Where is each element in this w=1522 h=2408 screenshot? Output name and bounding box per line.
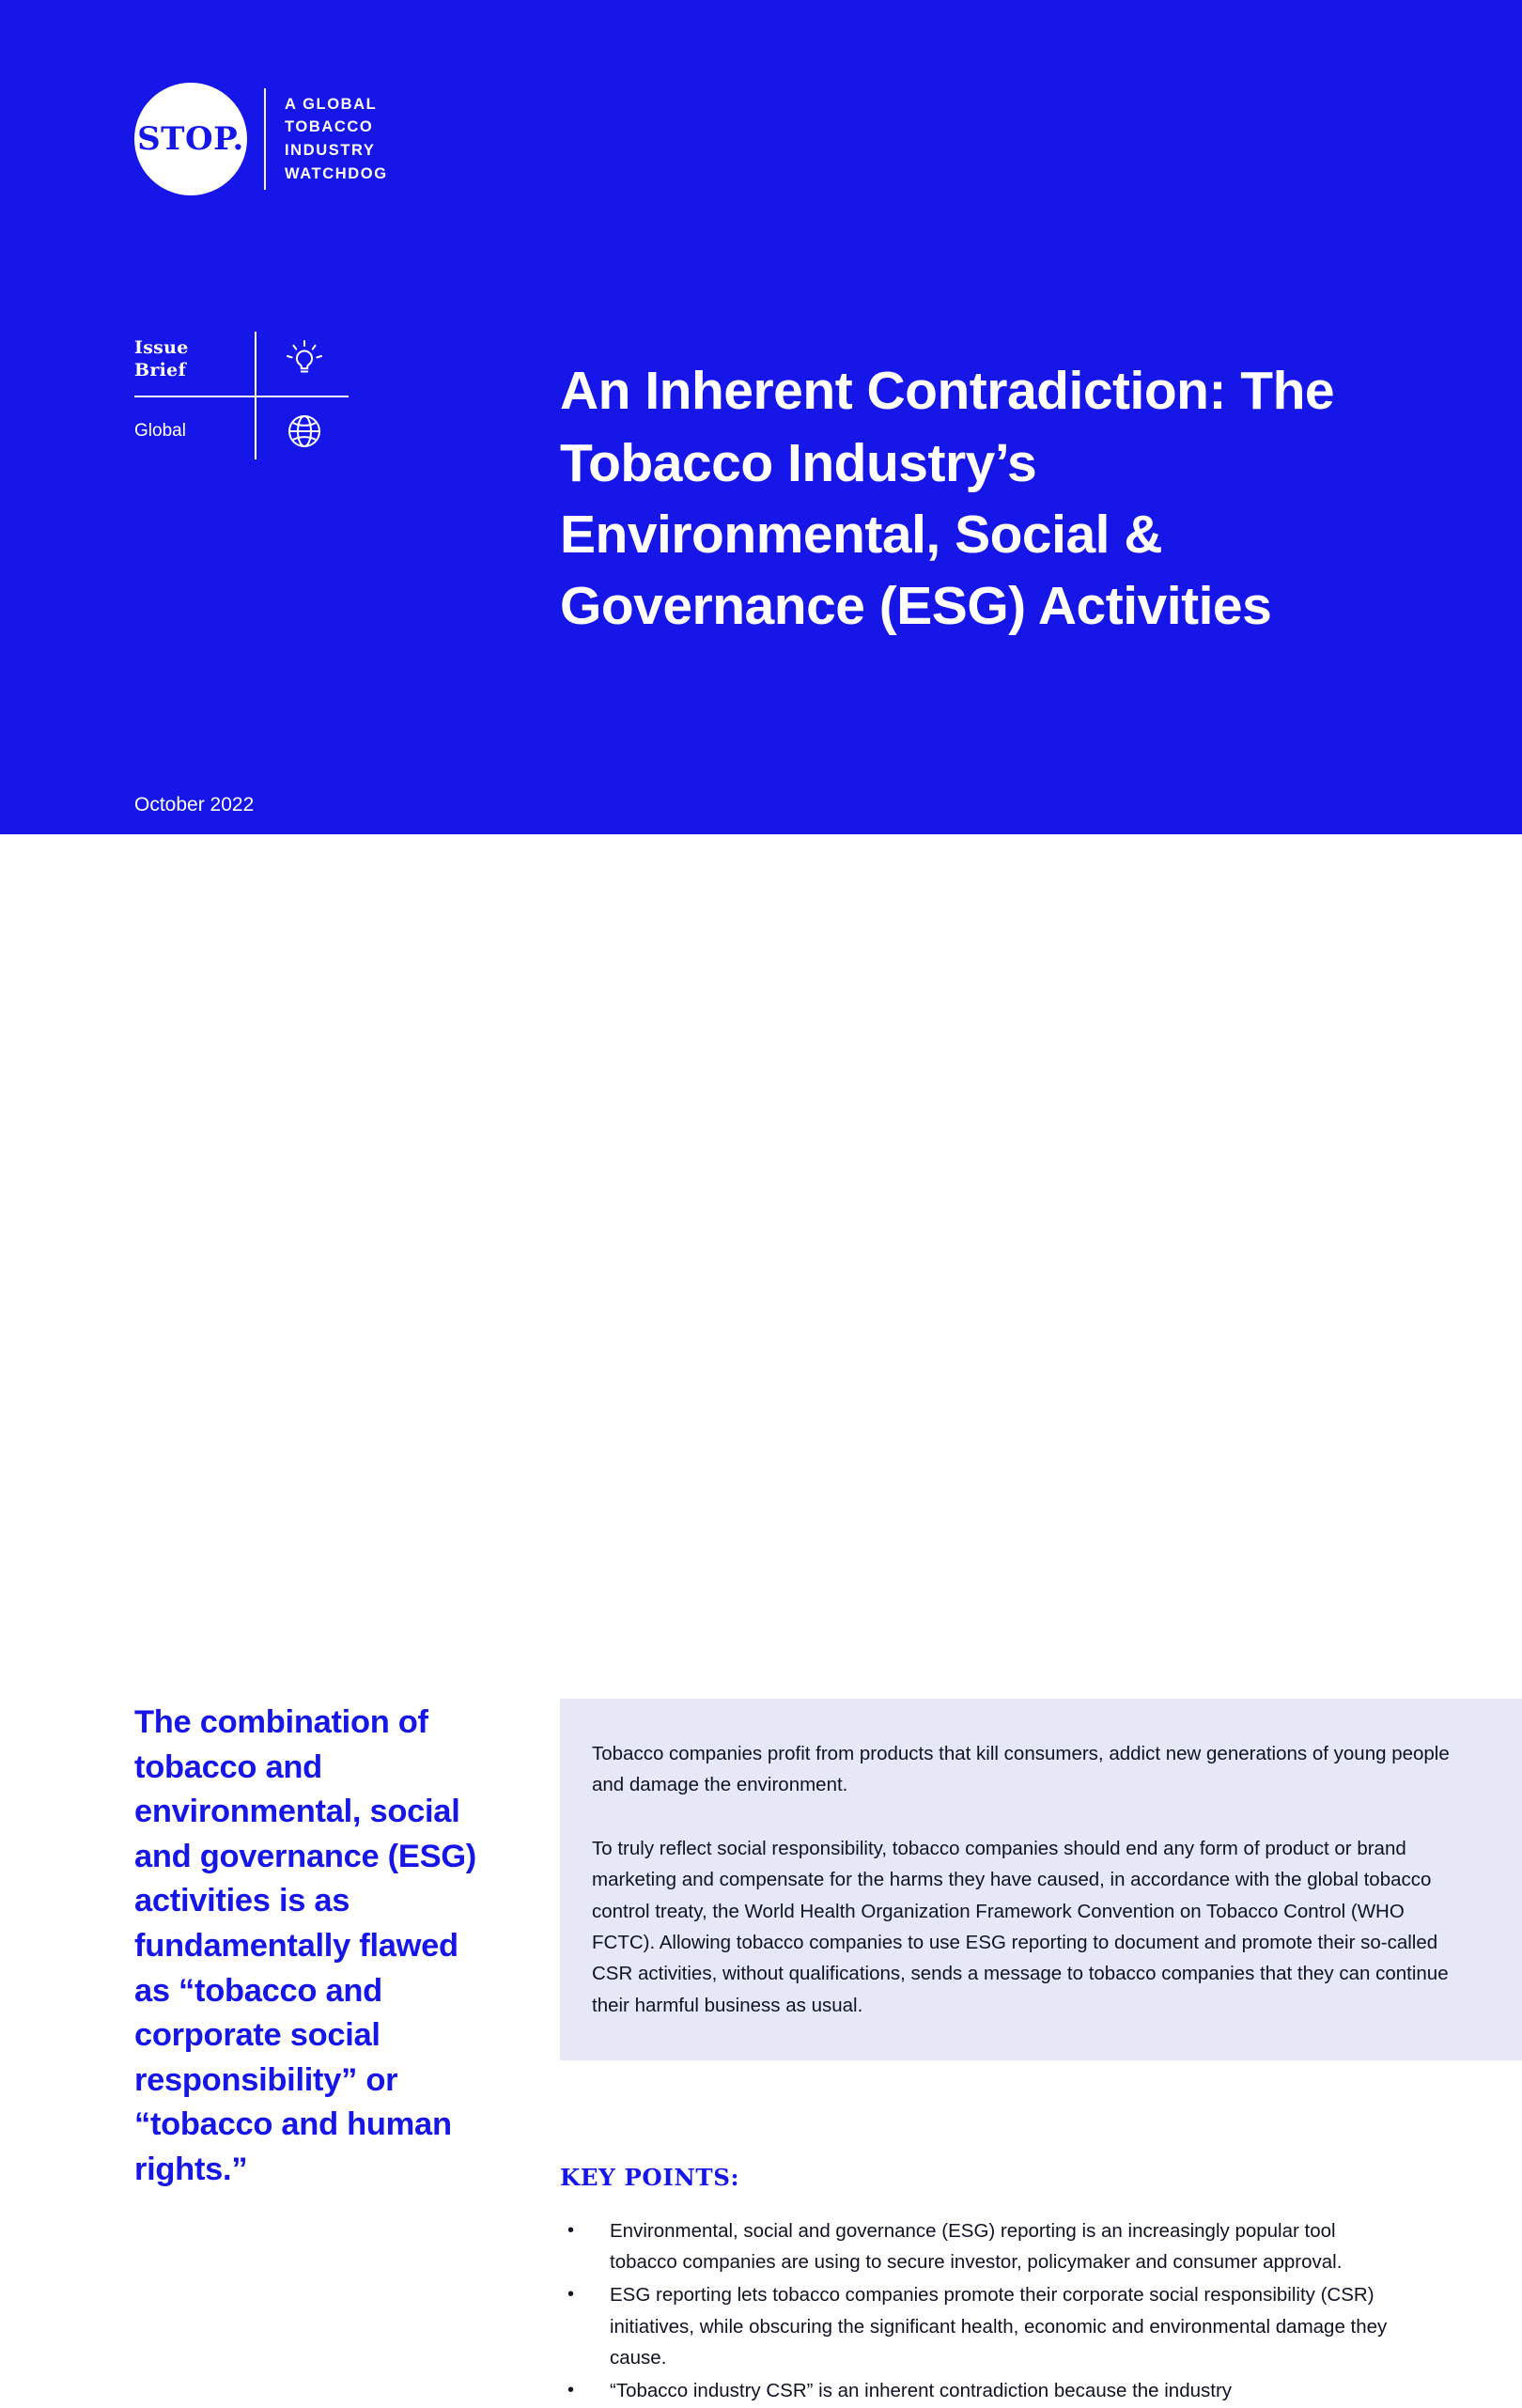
summary-callout <box>560 1699 1522 2060</box>
list-item <box>560 2215 1406 2277</box>
hero-banner <box>0 0 1522 834</box>
list-item-text: ESG reporting lets tobacco companies promote their corporate social responsibility (CSR) initiatives, while obscuring the significant health, economic and environmental damage they cause. <box>610 2284 1388 2369</box>
logo-tagline-line-4: WATCHDOG <box>285 164 388 182</box>
list-item <box>560 2279 1406 2373</box>
logo-divider <box>264 88 266 190</box>
meta-type-line-1: Issue <box>134 337 189 359</box>
logo-tagline <box>285 93 388 186</box>
meta-row-type <box>134 324 349 396</box>
meta-type-label <box>134 337 255 382</box>
bullet-icon: • <box>567 2380 575 2401</box>
meta-scope-label: Global <box>134 421 186 442</box>
list-item <box>560 2375 1406 2406</box>
bullet-icon: • <box>567 2284 575 2306</box>
summary-paragraph-2: To truly reflect social responsibility, tobacco companies should end any form of product or brand marketing and compensate for the harms they have caused, in accordance with the global tobacco control treaty, the World Health Organization Framework Convention on Tobacco Control (WHO FCTC). Allowing tobacco companies to use ESG reporting to document and promote their so-called CSR activities, without qualifications, sends a message to tobacco companies that they can continue their harmful business as usual. <box>592 1837 1449 2016</box>
logo-tagline-line-1: A GLOBAL <box>285 95 378 113</box>
logo-wordmark: STOP. <box>137 120 244 158</box>
logo-tagline-line-3: INDUSTRY <box>285 142 376 159</box>
lightbulb-icon <box>255 334 349 385</box>
key-points-list <box>560 2215 1406 2406</box>
list-item-text: Environmental, social and governance (ESG) reporting is an increasingly popular tool tobacco companies are using to secure investor, policymaker and consumer approval. <box>610 2220 1343 2274</box>
logo-tagline-line-2: TOBACCO <box>285 118 374 136</box>
document-body <box>0 834 1522 2402</box>
globe-icon <box>255 406 349 457</box>
publication-date: October 2022 <box>134 794 255 816</box>
document-meta <box>134 324 349 467</box>
bullet-icon: • <box>567 2220 575 2241</box>
pull-quote: The combination of tobacco and environmental, social and governance (ESG) activities is as fundamentally flawed as “tobacco and corporate social responsibility” or “tobacco and human rights.” <box>134 1704 476 2188</box>
key-points-section <box>560 2164 1406 2408</box>
stop-logo <box>134 83 388 195</box>
list-item-text: “Tobacco industry CSR” is an inherent contradiction because the industry <box>610 2380 1233 2402</box>
page-title: An Inherent Contradiction: The Tobacco Industry’s Environmental, Social & Governance (ESG) Activities <box>560 361 1335 637</box>
key-points-heading: KEY POINTS: <box>560 2164 740 2191</box>
meta-type-line-2: Brief <box>134 360 187 381</box>
meta-row-scope <box>134 396 349 467</box>
summary-paragraph-1: Tobacco companies profit from products that kill consumers, addict new generations of young people and damage the environment. <box>592 1743 1450 1796</box>
logo-mark <box>134 83 247 195</box>
